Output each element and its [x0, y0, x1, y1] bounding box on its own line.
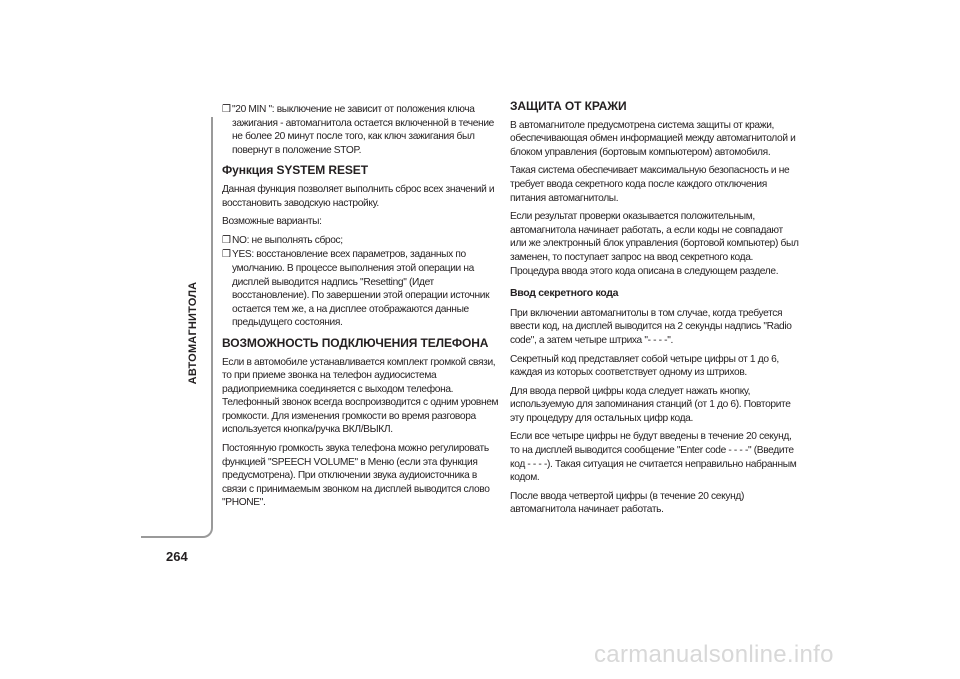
checkbox-bullet-icon: ❒ [222, 104, 231, 115]
system-reset-heading: Функция SYSTEM RESET [222, 163, 368, 178]
code-paragraph-3: Для ввода первой цифры кода следует нажать кнопку, используемую для запоминания станций (от 1 до 6). Повторите эту процедуру для остальных цифр кода. [510, 385, 791, 424]
phone-paragraph-2: Постоянную громкость звука телефона можно регулировать функцией "SPEECH VOLUME" в Меню (если эта функция предусмотрена). При отключении звука аудиоисточника в связи с принимаемым звонком на дисплей выводится слово "PHONE". [222, 443, 490, 509]
anti-theft-paragraph-2: Такая система обеспечивает максимальную безопасность и не требует ввода секретного кода после каждого отключения питания автомагнитолы. [510, 165, 790, 204]
left-column [222, 103, 500, 515]
code-entry-subheading: Ввод секретного кода [510, 287, 619, 300]
phone-paragraph-1: Если в автомобиле устанавливается комплект громкой связи, то при приеме звонка на телефон аудиосистема радиоприемника соединяется с выходом телефона. Телефонный звонок всегда воспроизводится с одним уровнем громкости. Для изменения громкости во время разговора используется кнопка/ручка ВКЛ/ВЫКЛ. [222, 356, 499, 436]
bullet-text: "20 MIN ": выключение не зависит от положения ключа зажигания - автомагнитола остается включенной в течение не более 20 минут после того, как ключ зажигания был повернут в положение STOP. [232, 104, 494, 156]
anti-theft-paragraph-1: В автомагнитоле предусмотрена система защиты от кражи, обеспечивающая обмен информацией между автомагнитолой и блоком управления (бортовым компьютером) автомобиля. [510, 119, 796, 158]
bullet-text: YES: восстановление всех параметров, заданных по умолчанию. В процессе выполнения этой операции на дисплей выводится надпись "Resetting" (Идет восстановление). По завершении этой операции источник остается тем же, а на дисплее отображаются данные предыдущего состояния. [232, 249, 490, 329]
phone-section-heading: ВОЗМОЖНОСТЬ ПОДКЛЮЧЕНИЯ ТЕЛЕФОНА [222, 335, 489, 350]
anti-theft-heading: ЗАЩИТА ОТ КРАЖИ [510, 99, 627, 113]
code-paragraph-1: При включении автомагнитолы в том случае, когда требуется ввести код, на дисплей выводится на 2 секунды надпись "Radio code", а затем четыре штриха "- - - -". [510, 307, 792, 346]
bullet-no [222, 234, 500, 248]
checkbox-bullet-icon: ❒ [222, 234, 231, 246]
options-label: Возможные варианты: [222, 216, 322, 228]
right-column [510, 100, 800, 522]
bullet-yes [222, 248, 500, 330]
code-paragraph-2: Секретный код представляет собой четыре цифры от 1 до 6, каждая из которых соответствует одному из штрихов. [510, 353, 779, 379]
section-side-label: АВТОМАГНИТОЛА [187, 281, 199, 385]
page-number: 264 [166, 549, 188, 564]
checkbox-bullet-icon: ❒ [222, 249, 231, 261]
code-paragraph-4: Если все четыре цифры не будут введены в течение 20 секунд, то на дисплей выводится сообщение "Enter code - - - -" (Введите код - - - -). Такая ситуация не считается неправильно набранным кодом. [510, 431, 797, 484]
code-paragraph-5: После ввода четвертой цифры (в течение 20 секунд) автомагнитола начинает работать. [510, 490, 744, 516]
anti-theft-paragraph-3: Если результат проверки оказывается положительным, автомагнитола начинает работать, а если коды не совпадают или же электронный блок управления (бортовой компьютер) был заменен, то поступает запрос на ввод секретного кода. Процедура ввода этого кода описана в следующем разделе. [510, 211, 799, 277]
page-edge-rule [141, 117, 213, 538]
bullet-20-min [222, 103, 500, 157]
bullet-text: NO: не выполнять сброс; [232, 234, 343, 246]
system-reset-paragraph: Данная функция позволяет выполнить сброс всех значений и восстановить заводскую настройку. [222, 183, 495, 209]
site-watermark: carmanualsonline.info [594, 641, 834, 668]
